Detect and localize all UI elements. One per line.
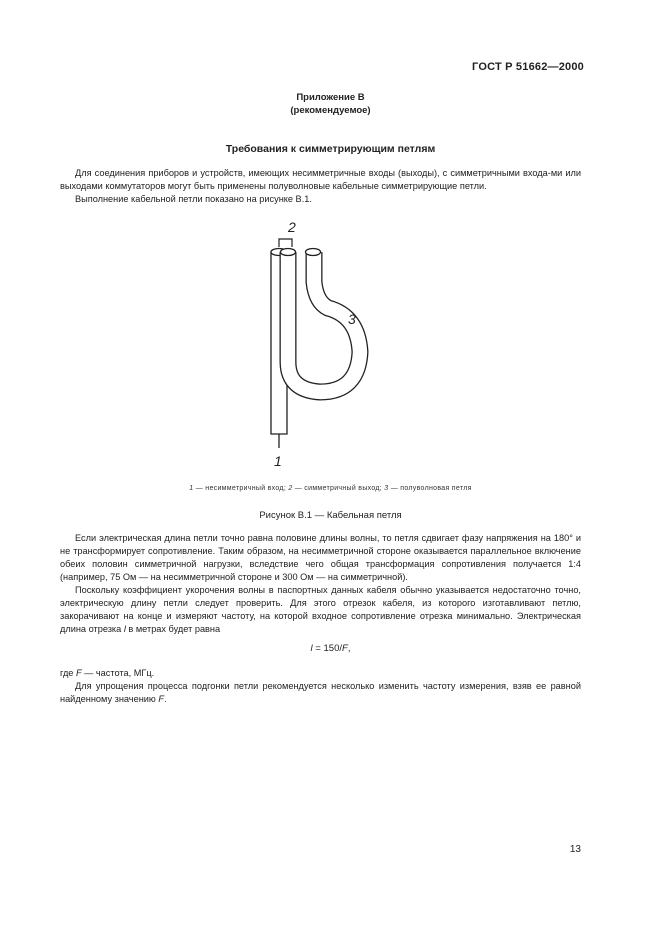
p4-variable: l	[123, 624, 126, 634]
output-bracket	[279, 239, 292, 247]
cable-loop-drawing	[250, 212, 380, 477]
body-paragraph-3: Если электрическая длина петли точно равна половине длины волны, то петля сдвигает фазу напряжения на 180° и не трансформирует сопротивление. Таким образом, на несимметричной стороне оказывается параллельное включение обеих половин симметричной нагрузки, вследствие чего общая трансформация сопротивления получается 1:4 (например, 75 Ом — на несимметричной стороне и 300 Ом — на симметричной).	[60, 533, 581, 582]
intro-paragraph-1: Для соединения приборов и устройств, имеющих несимметричные входы (выходы), с симметричными входа-ми или выходами коммутаторов могут быть применены полуволновые кабельные симметрирующие петли.	[60, 168, 581, 191]
body-paragraph-4	[60, 584, 581, 636]
cable-loop-figure	[250, 212, 380, 477]
formula-F: F	[342, 643, 348, 654]
label-2: 2	[288, 219, 296, 235]
appendix-title: Приложение В	[296, 92, 365, 103]
body-paragraph-5	[60, 680, 581, 706]
legend-num-1: 1	[189, 485, 194, 492]
appendix-subtitle: (рекомендуемое)	[290, 105, 371, 116]
where-F: F	[75, 668, 82, 678]
loop-end-1	[281, 249, 296, 256]
page-number: 13	[569, 844, 581, 855]
legend-text-3: — полуволновая петля	[388, 485, 472, 492]
legend-num-2: 2	[288, 485, 293, 492]
p4-text-b: в метрах будет равна	[125, 624, 221, 634]
figure-legend	[0, 485, 661, 492]
formula-end: ,	[347, 643, 351, 654]
p5-F: F	[158, 694, 164, 704]
section-title: Требования к симметрирующим петлям	[225, 143, 436, 155]
label-1: 1	[274, 453, 282, 469]
figure-caption: Рисунок В.1 — Кабельная петля	[259, 510, 402, 521]
label-3: 3	[348, 311, 356, 327]
standard-header: ГОСТ Р 51662—2000	[472, 61, 584, 73]
legend-num-3: 3	[384, 485, 389, 492]
p5-text-a: Для упрощения процесса подгонки петли рекомендуется несколько изменить частоту измерения, взяв ее равной найденному значению	[60, 681, 581, 704]
where-text-a: где	[60, 668, 76, 678]
loop-end-2	[306, 249, 321, 256]
intro-paragraph-2: Выполнение кабельной петли показано на рисунке В.1.	[75, 194, 312, 204]
where-line	[60, 667, 581, 680]
legend-text-1: — несимметричный вход;	[193, 485, 289, 492]
formula-eq: = 150/	[312, 643, 342, 654]
p5-text-b: .	[163, 694, 167, 704]
legend-text-2: — симметричный выход;	[292, 485, 385, 492]
appendix-heading	[0, 91, 661, 117]
formula	[0, 643, 661, 654]
formula-l: l	[310, 643, 313, 654]
where-text-b: — частота, МГц.	[81, 668, 155, 678]
p4-text-a: Поскольку коэффициент укорочения волны в паспортных данных кабеля обычно указывается недостаточно точно, электрическую длину петли следует проверить. Для этого отрезок кабеля, из которого изготавливают петлю, закорачивают на конце и измеряют частоту, на которой входное сопротивление отрезка минимально. Электрическая длина отрезка	[60, 585, 581, 634]
